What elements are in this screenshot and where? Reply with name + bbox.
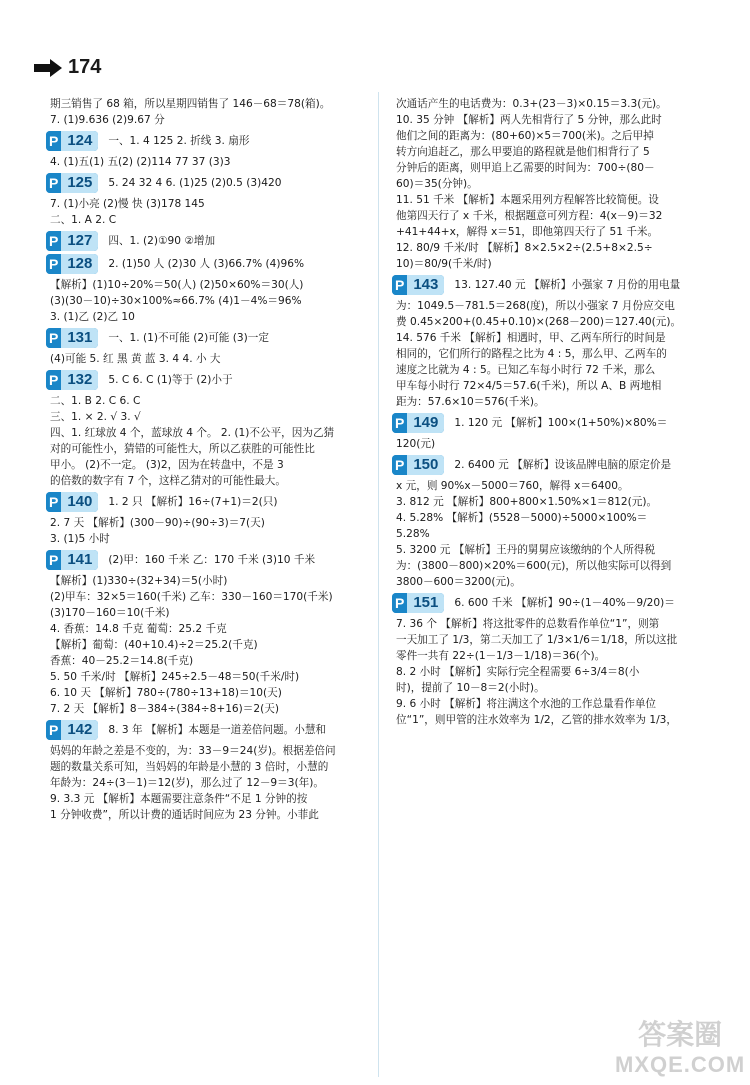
section-127	[46, 231, 368, 251]
text-line: 10. 35 分钟 【解析】两人先相背行了 5 分钟，那么此时	[396, 114, 662, 126]
text-line: 距为：57.6×10＝576(千米)。	[396, 396, 545, 408]
text-line: 零件一共有 22÷(1－1/3－1/18)＝36(个)。	[396, 650, 606, 662]
text-line: 甲车每小时行 72×4/5＝57.6(千米)，所以 A、B 两地相	[396, 380, 662, 392]
text-line: 9. 6 小时 【解析】将注满这个水池的工作总量看作单位	[396, 698, 657, 710]
section-128	[46, 254, 368, 274]
text-line: 2. 6400 元 【解析】设该品牌电脑的原定价是	[454, 459, 672, 471]
text-line: 二、1. A 2. C	[50, 214, 117, 226]
section-132	[46, 370, 368, 390]
section-142	[46, 720, 368, 740]
text-line: 分钟后的距离，则甲追上乙需要的时间为：700÷(80－	[396, 162, 655, 174]
section-140	[46, 492, 368, 512]
text-line: 8. 3 年 【解析】本题是一道差倍问题。小慧和	[108, 724, 327, 736]
text-line: 三、1. × 2. √ 3. √	[50, 411, 141, 423]
text-line: 4. (1)五(1) 五(2) (2)114 77 37 (3)3	[50, 156, 231, 168]
text-line: 3. (1)5 小时	[50, 533, 110, 545]
text-line: 120(元)	[396, 438, 436, 450]
page-badge: P 128	[46, 254, 98, 274]
right-column	[396, 96, 718, 728]
text-line: (2)甲车：32×5＝160(千米) 乙车：330－160＝170(千米)	[50, 591, 333, 603]
text-line: 11. 51 千米 【解析】本题采用列方程解答比较简便。设	[396, 194, 659, 206]
text-line: 甲小。 (2)不一定。 (3)2，因为在转盘中，不是 3	[50, 459, 284, 471]
text-line: (2)甲：160 千米 乙：170 千米 (3)10 千米	[108, 554, 316, 566]
text-line: (3)(30－10)÷30×100%≈66.7% (4)1－4%＝96%	[50, 295, 302, 307]
text-line: 为：1049.5－781.5＝268(度)，所以小强家 7 月份应交电	[396, 300, 675, 312]
text-line: 一、1. (1)不可能 (2)可能 (3)一定	[108, 332, 269, 344]
text-line: 5. 50 千米/时 【解析】245÷2.5－48＝50(千米/时)	[50, 671, 300, 683]
text-line: 为：(3800－800)×20%＝600(元)，所以他实际可以得到	[396, 560, 672, 572]
page-badge: P 151	[392, 593, 444, 613]
column-divider	[378, 92, 379, 1077]
page-badge: P 142	[46, 720, 98, 740]
page-number	[34, 56, 101, 79]
text-line: 7. 2 天 【解析】8－384÷(384÷8+16)＝2(天)	[50, 703, 280, 715]
text-line: 7. 36 个 【解析】将这批零件的总数看作单位“1”，则第	[396, 618, 660, 630]
text-line: 题的数量关系可知，当妈妈的年龄是小慧的 3 倍时，小慧的	[50, 761, 329, 773]
page-badge: P 124	[46, 131, 98, 151]
text-line: 妈妈的年龄之差是不变的，为：33－9＝24(岁)。根据差倍问	[50, 745, 336, 757]
text-line: 【解析】葡萄：(40+10.4)÷2＝25.2(千克)	[50, 639, 258, 651]
section-151	[392, 593, 718, 613]
page-badge: P 132	[46, 370, 98, 390]
text-line: 14. 576 千米 【解析】相遇时，甲、乙两车所行的时间是	[396, 332, 666, 344]
text-line: 香蕉：40－25.2＝14.8(千克)	[50, 655, 194, 667]
section-141	[46, 550, 368, 570]
text-line: 9. 3.3 元 【解析】本题需要注意条件“不足 1 分钟的按	[50, 793, 308, 805]
text-line: 相同的，它们所行的路程之比为 4 : 5，那么甲、乙两车的	[396, 348, 667, 360]
watermark	[615, 1020, 745, 1080]
text-line: 3. (1)乙 (2)乙 10	[50, 311, 135, 323]
page-badge: P 127	[46, 231, 98, 251]
text-line: 6. 600 千米 【解析】90÷(1－40%－9/20)＝	[454, 597, 675, 609]
section-131	[46, 328, 368, 348]
text-line: 他第四天行了 x 千米，根据题意可列方程：4(x－9)＝32	[396, 210, 663, 222]
text-line: +41+44+x，解得 x＝51，即他第四天行了 51 千米。	[396, 226, 659, 238]
page-number-text: 174	[68, 56, 102, 78]
section-143	[392, 275, 718, 295]
text-line: (3)170－160＝10(千米)	[50, 607, 170, 619]
text-line: 年龄为：24÷(3－1)＝12(岁)，那么过了 12－9＝3(年)。	[50, 777, 324, 789]
page-badge: P 149	[392, 413, 444, 433]
text-line: 位“1”，则甲管的注水效率为 1/2，乙管的排水效率为 1/3，	[396, 714, 678, 726]
text-line: 四、1. 红球放 4 个，蓝球放 4 个。 2. (1)不公平，因为乙猜	[50, 427, 335, 439]
text-line: 的倍数的数字有 7 个，这样乙猜对的可能性最大。	[50, 475, 286, 487]
text-line: 4. 香蕉：14.8 千克 葡萄：25.2 千克	[50, 623, 227, 635]
text-line: 2. 7 天 【解析】(300－90)÷(90÷3)＝7(天)	[50, 517, 265, 529]
text-line: 4. 5.28% 【解析】(5528－5000)÷5000×100%＝	[396, 512, 648, 524]
text-line: 转方向追赶乙，那么甲要追的路程就是他们相背行了 5	[396, 146, 650, 158]
text-line: 1. 2 只 【解析】16÷(7+1)＝2(只)	[108, 496, 278, 508]
section-150	[392, 455, 718, 475]
text-line: 费 0.45×200+(0.45+0.10)×(268－200)＝127.40(元)。	[396, 316, 682, 328]
text-line: (4)可能 5. 红 黑 黄 蓝 3. 4 4. 小 大	[50, 353, 221, 365]
text-line: 10)＝80/9(千米/时)	[396, 258, 492, 270]
text-line: 8. 2 小时 【解析】实际行完全程需要 6÷3/4＝8(小	[396, 666, 640, 678]
page-badge: P 131	[46, 328, 98, 348]
watermark-line1: 答案圈	[638, 1019, 723, 1050]
text-line: 5.28%	[396, 528, 430, 540]
text-line: x 元，则 90%x－5000＝760，解得 x＝6400。	[396, 480, 629, 492]
text-line: 1. 120 元 【解析】100×(1+50%)×80%＝	[454, 417, 668, 429]
watermark-line2: MXQE.COM	[615, 1052, 746, 1077]
text-line: 二、1. B 2. C 6. C	[50, 395, 141, 407]
text-line: 对的可能性小，猜错的可能性大，所以乙获胜的可能性比	[50, 443, 315, 455]
page-badge: P 125	[46, 173, 98, 193]
text-line: 一天加工了 1/3，第二天加工了 1/3×1/6＝1/18，所以这批	[396, 634, 678, 646]
section-149	[392, 413, 718, 433]
page-badge: P 140	[46, 492, 98, 512]
text-line: 5. 3200 元 【解析】王丹的舅舅应该缴纳的个人所得税	[396, 544, 656, 556]
section-125	[46, 173, 368, 193]
text-line: 期三销售了 68 箱，所以星期四销售了 146－68＝78(箱)。	[50, 98, 331, 110]
text-line: 次通话产生的电话费为：0.3+(23－3)×0.15＝3.3(元)。	[396, 98, 667, 110]
page-badge: P 141	[46, 550, 98, 570]
text-line: 3. 812 元 【解析】800+800×1.50%×1＝812(元)。	[396, 496, 658, 508]
text-line: 他们之间的距离为：(80+60)×5＝700(米)。之后甲掉	[396, 130, 654, 142]
text-line: 3800－600＝3200(元)。	[396, 576, 521, 588]
text-line: 7. (1)小亮 (2)慢 快 (3)178 145	[50, 198, 205, 210]
text-line: 2. (1)50 人 (2)30 人 (3)66.7% (4)96%	[108, 258, 305, 270]
text-line: 60)＝35(分钟)。	[396, 178, 478, 190]
text-line: 7. (1)9.636 (2)9.67 分	[50, 114, 165, 126]
arrow-right-icon	[34, 59, 62, 77]
text-line: 【解析】(1)10÷20%＝50(人) (2)50×60%＝30(人)	[50, 279, 304, 291]
left-column	[50, 96, 368, 823]
text-line: 四、1. (2)①90 ②增加	[108, 235, 216, 247]
text-line: 12. 80/9 千米/时 【解析】8×2.5×2÷(2.5+8×2.5÷	[396, 242, 653, 254]
text-line: 5. 24 32 4 6. (1)25 (2)0.5 (3)420	[108, 177, 282, 189]
text-line: 时)，提前了 10－8＝2(小时)。	[396, 682, 545, 694]
text-line: 速度之比就为 4 : 5。已知乙车每小时行 72 千米，那么	[396, 364, 656, 376]
text-line: 5. C 6. C (1)等于 (2)小于	[108, 374, 233, 386]
text-line: 【解析】(1)330÷(32+34)＝5(小时)	[50, 575, 228, 587]
section-124	[46, 131, 368, 151]
text-line: 一、1. 4 125 2. 折线 3. 扇形	[108, 135, 250, 147]
text-line: 13. 127.40 元 【解析】小强家 7 月份的用电量	[454, 279, 681, 291]
page-badge: P 150	[392, 455, 444, 475]
page-badge: P 143	[392, 275, 444, 295]
text-line: 6. 10 天 【解析】780÷(780÷13+18)＝10(天)	[50, 687, 282, 699]
text-line: 1 分钟收费”，所以计费的通话时间应为 23 分钟。小菲此	[50, 809, 319, 821]
